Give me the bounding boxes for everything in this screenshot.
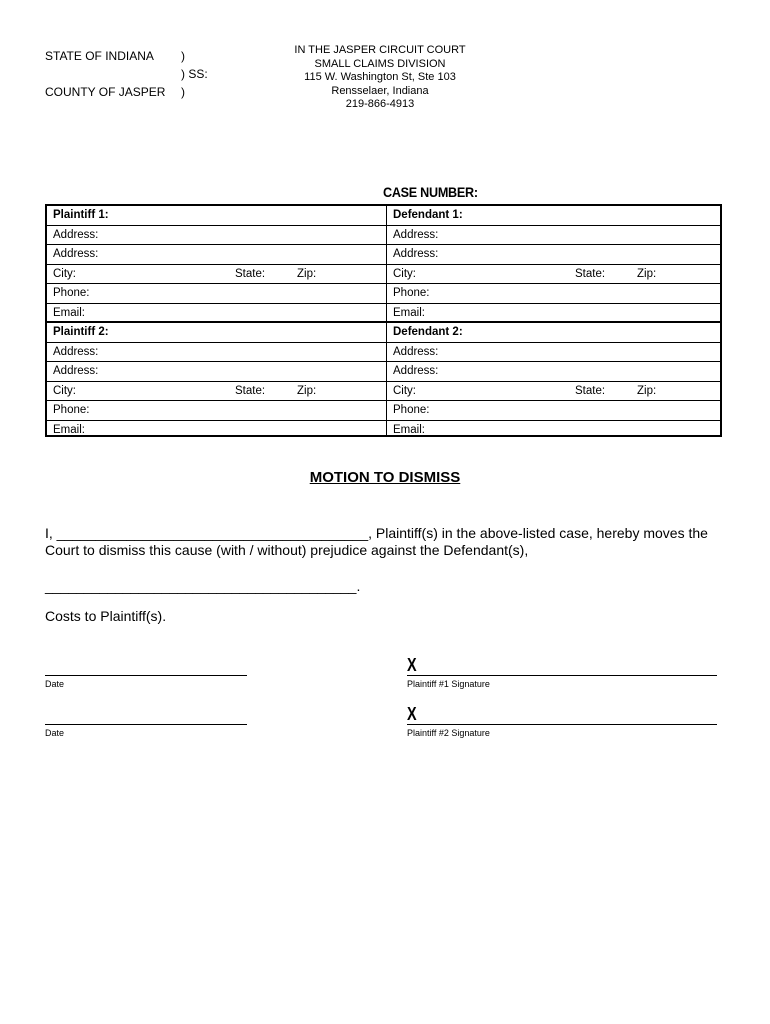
motion-paragraph: I, ________________________________________, Plaintiff(s) in the above-listed case, hereby moves the Court to dismiss this cause (with / without) prejudice against the Defendant(s), — [45, 525, 708, 558]
plaintiff-1-signature-label: Plaintiff #1 Signature — [407, 679, 490, 689]
email-field[interactable]: Email: — [47, 304, 386, 324]
city-state-zip-field[interactable] — [47, 265, 386, 285]
date-label-1: Date — [45, 679, 65, 689]
date-line-2[interactable] — [45, 724, 247, 725]
address-field[interactable]: Address: — [47, 226, 386, 246]
court-phone: 219-866-4913 — [345, 98, 415, 111]
address-field[interactable]: Address: — [387, 245, 720, 265]
signature-x-mark-2: X — [407, 704, 417, 724]
state-label: State: — [575, 384, 606, 397]
document-title — [0, 469, 770, 486]
plaintiff-2-field[interactable]: Plaintiff 2: — [47, 323, 386, 343]
date-line-1[interactable] — [45, 675, 247, 676]
plaintiff-2-signature-line[interactable] — [407, 724, 717, 725]
caption-paren: ) — [181, 49, 185, 63]
plaintiff-2-signature-label: Plaintiff #2 Signature — [407, 728, 490, 738]
state-label: State: — [235, 384, 266, 397]
caption-state: STATE OF INDIANA — [45, 49, 154, 63]
state-label: State: — [235, 267, 266, 280]
court-division: SMALL CLAIMS DIVISION — [314, 57, 446, 70]
document-title-text: MOTION TO DISMISS — [309, 469, 461, 486]
court-address: 115 W. Washington St, Ste 103 — [304, 71, 456, 84]
phone-field[interactable]: Phone: — [387, 401, 720, 421]
date-label-2: Date — [45, 728, 65, 738]
signature-x-mark-1: X — [407, 655, 417, 675]
defendant-2-field[interactable]: Defendant 2: — [387, 323, 720, 343]
email-field[interactable]: Email: — [387, 304, 720, 324]
case-number-label: CASE NUMBER: — [383, 184, 478, 200]
address-field[interactable]: Address: — [47, 362, 386, 382]
address-field[interactable]: Address: — [387, 362, 720, 382]
zip-label: Zip: — [297, 267, 317, 280]
court-header — [270, 44, 490, 112]
court-name: IN THE JASPER CIRCUIT COURT — [294, 44, 466, 56]
caption-ss: ) SS: — [181, 67, 208, 81]
defendant-1-field[interactable]: Defendant 1: — [387, 206, 720, 226]
defendant-name-blank[interactable]: ________________________________________. — [45, 578, 361, 594]
court-city: Rensselaer, Indiana — [331, 84, 429, 97]
city-state-zip-field[interactable] — [47, 382, 386, 402]
costs-statement: Costs to Plaintiff(s). — [45, 608, 167, 624]
defendants-column — [387, 206, 720, 435]
parties-table — [45, 204, 722, 437]
city-label: City: — [53, 267, 76, 280]
email-field[interactable]: Email: — [393, 423, 425, 436]
city-label: City: — [393, 267, 416, 280]
plaintiff-1-field[interactable]: Plaintiff 1: — [47, 206, 386, 226]
zip-label: Zip: — [637, 384, 657, 397]
address-field[interactable]: Address: — [387, 226, 720, 246]
email-field[interactable]: Email: — [53, 423, 85, 436]
address-field[interactable]: Address: — [387, 343, 720, 363]
city-label: City: — [393, 384, 416, 397]
zip-label: Zip: — [297, 384, 317, 397]
phone-field[interactable]: Phone: — [47, 401, 386, 421]
caption-paren: ) — [181, 85, 185, 99]
address-field[interactable]: Address: — [47, 245, 386, 265]
city-label: City: — [53, 384, 76, 397]
address-field[interactable]: Address: — [47, 343, 386, 363]
plaintiffs-column — [47, 206, 387, 435]
caption-county: COUNTY OF JASPER — [45, 85, 166, 99]
plaintiff-1-signature-line[interactable] — [407, 675, 717, 676]
phone-field[interactable]: Phone: — [47, 284, 386, 304]
zip-label: Zip: — [637, 267, 657, 280]
state-label: State: — [575, 267, 606, 280]
city-state-zip-field[interactable] — [387, 265, 720, 285]
phone-field[interactable]: Phone: — [387, 284, 720, 304]
city-state-zip-field[interactable] — [387, 382, 720, 402]
